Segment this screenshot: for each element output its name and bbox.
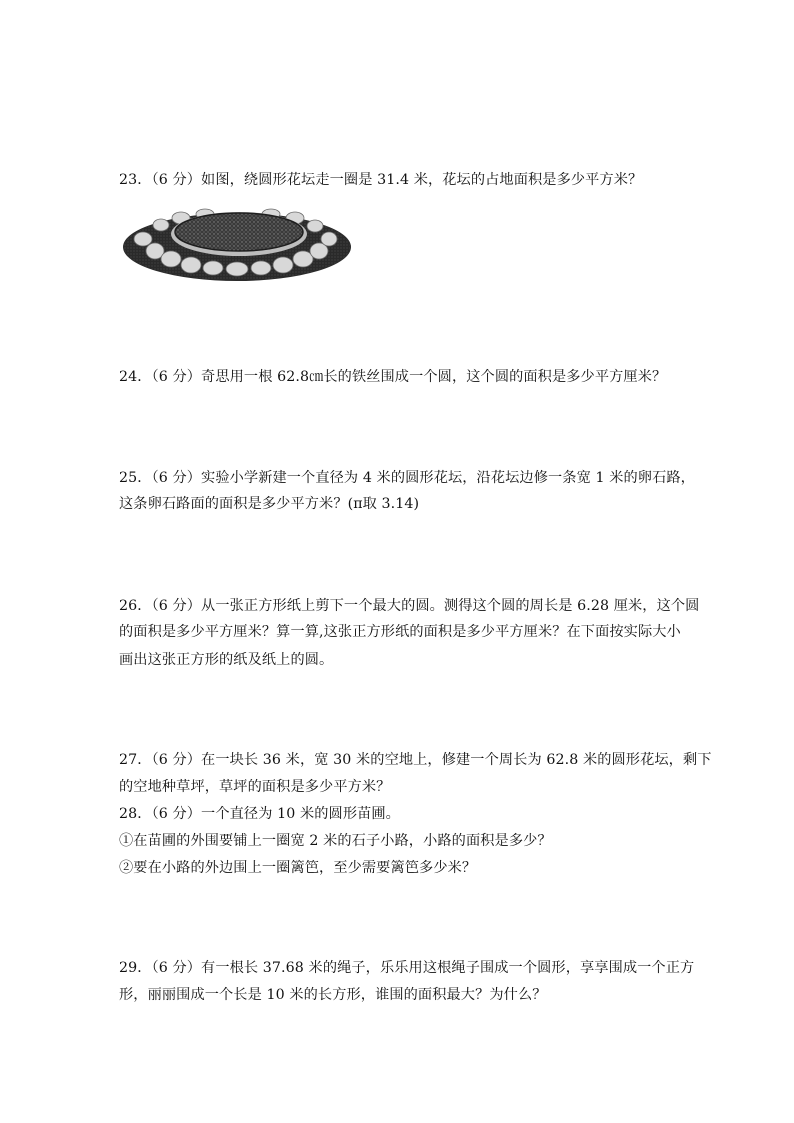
- question-23-text: 23．（6 分）如图，绕圆形花坛走一圈是 31.4 米，花坛的占地面积是多少平方米？: [119, 172, 643, 188]
- question-27-line-1: 27．（6 分）在一块长 36 米，宽 30 米的空地上，修建一个周长为 62.8 米的圆形花坛，剩下: [119, 752, 712, 768]
- question-28-line-2: ①在苗圃的外围要铺上一圈宽 2 米的石子小路，小路的面积是多少？: [119, 833, 552, 849]
- question-26-line-1: 26．（6 分）从一张正方形纸上剪下一个最大的圆。测得这个圆的周长是 6.28 厘米，这个圆: [119, 598, 700, 614]
- question-28-line-1: 28．（6 分）一个直径为 10 米的圆形苗圃。: [119, 806, 400, 822]
- question-25-line-1: 25．（6 分）实验小学新建一个直径为 4 米的圆形花坛，沿花坛边修一条宽 1 米的卵石路，: [119, 470, 695, 486]
- question-28-line-3: ②要在小路的外边围上一圈篱笆，至少需要篱笆多少米？: [119, 860, 477, 876]
- question-25-line-2: 这条卵石路面的面积是多少平方米？(π取 3.14): [119, 496, 420, 512]
- question-24-text: 24．（6 分）奇思用一根 62.8㎝长的铁丝围成一个圆，这个圆的面积是多少平方厘米？: [119, 369, 667, 385]
- question-27-line-2: 的空地种草坪，草坪的面积是多少平方米？: [119, 779, 391, 795]
- flower-bed-figure: [121, 205, 353, 285]
- question-29-line-2: 形，丽丽围成一个长是 10 米的长方形，谁围的面积最大？为什么？: [119, 987, 547, 1003]
- question-29-line-1: 29．（6 分）有一根长 37.68 米的绳子，乐乐用这根绳子围成一个圆形，享享围成一个正方: [119, 960, 695, 976]
- question-26-line-3: 画出这张正方形的纸及纸上的圆。: [119, 652, 334, 668]
- flower-bed-icon: [121, 205, 353, 285]
- question-26-line-2: 的面积是多少平方厘米？算一算,这张正方形纸的面积是多少平方厘米？在下面按实际大小: [119, 624, 681, 640]
